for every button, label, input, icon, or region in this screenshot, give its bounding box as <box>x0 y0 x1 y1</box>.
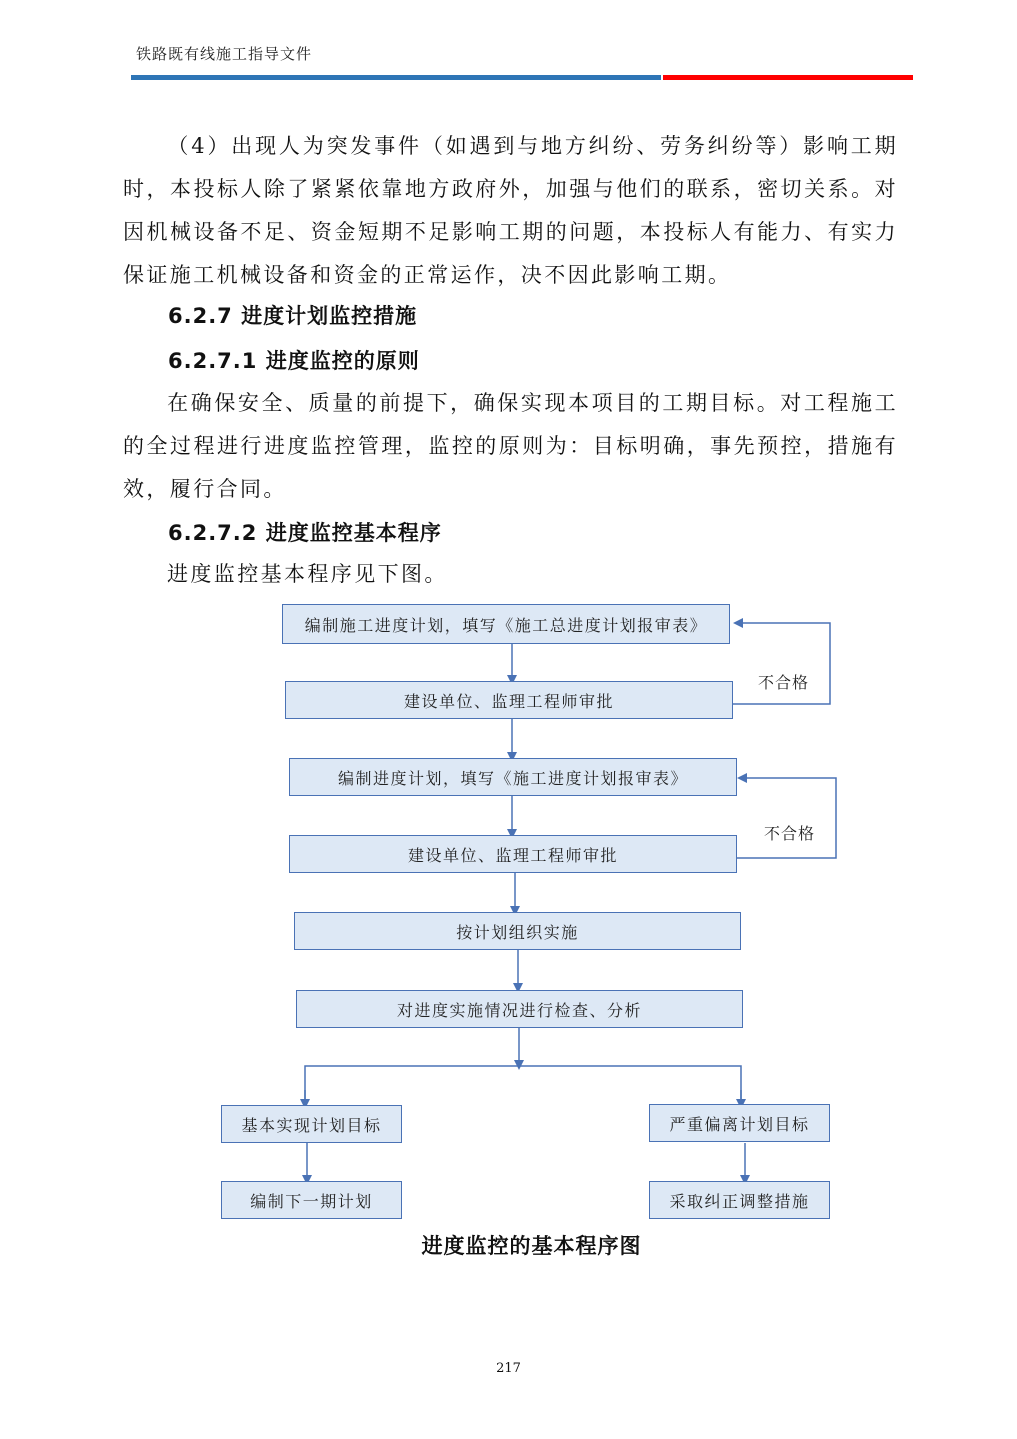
flow-node-approval-1: 建设单位、监理工程师审批 <box>285 681 733 719</box>
flow-node-target-achieved: 基本实现计划目标 <box>221 1105 402 1143</box>
paragraph-text: （4）出现人为突发事件（如遇到与地方纠纷、劳务纠纷等）影响工期时，本投标人除了紧紧依靠地方政府外，加强与他们的联系，密切关系。对因机械设备不足、资金短期不足影响工期的问题，本投标人有能力、有实力保证施工机械设备和资金的正常运作，决不因此影响工期。 <box>123 134 898 287</box>
split-line <box>305 1066 741 1102</box>
document-header-title: 铁路既有线施工指导文件 <box>136 45 313 63</box>
loop-label-rejected-1: 不合格 <box>758 673 810 692</box>
flow-node-implement-plan: 按计划组织实施 <box>294 912 741 950</box>
flow-node-approval-2: 建设单位、监理工程师审批 <box>289 835 737 873</box>
flow-node-submit-master-schedule: 编制施工进度计划，填写《施工总进度计划报审表》 <box>282 604 730 644</box>
page-number: 217 <box>496 1361 521 1376</box>
heading-6-2-7: 6.2.7 进度计划监控措施 <box>168 304 418 328</box>
flow-node-inspect-analyze: 对进度实施情况进行检查、分析 <box>296 990 743 1028</box>
figure-caption: 进度监控的基本程序图 <box>421 1234 642 1258</box>
heading-6-2-7-1: 6.2.7.1 进度监控的原则 <box>168 349 420 373</box>
flow-node-corrective-action: 采取纠正调整措施 <box>649 1181 830 1219</box>
flow-node-next-plan: 编制下一期计划 <box>221 1181 402 1219</box>
heading-6-2-7-2: 6.2.7.2 进度监控基本程序 <box>168 521 442 545</box>
flow-node-submit-schedule: 编制进度计划，填写《施工进度计划报审表》 <box>289 758 737 796</box>
paragraph-text: 在确保安全、质量的前提下，确保实现本项目的工期目标。对工程施工的全过程进行进度监控管理，监控的原则为：目标明确，事先预控，措施有效，履行合同。 <box>123 391 898 501</box>
flow-node-target-deviated: 严重偏离计划目标 <box>649 1104 830 1142</box>
paragraph-text: 进度监控基本程序见下图。 <box>167 562 448 586</box>
loop-back-2 <box>737 778 836 858</box>
loop-label-rejected-2: 不合格 <box>764 824 816 843</box>
